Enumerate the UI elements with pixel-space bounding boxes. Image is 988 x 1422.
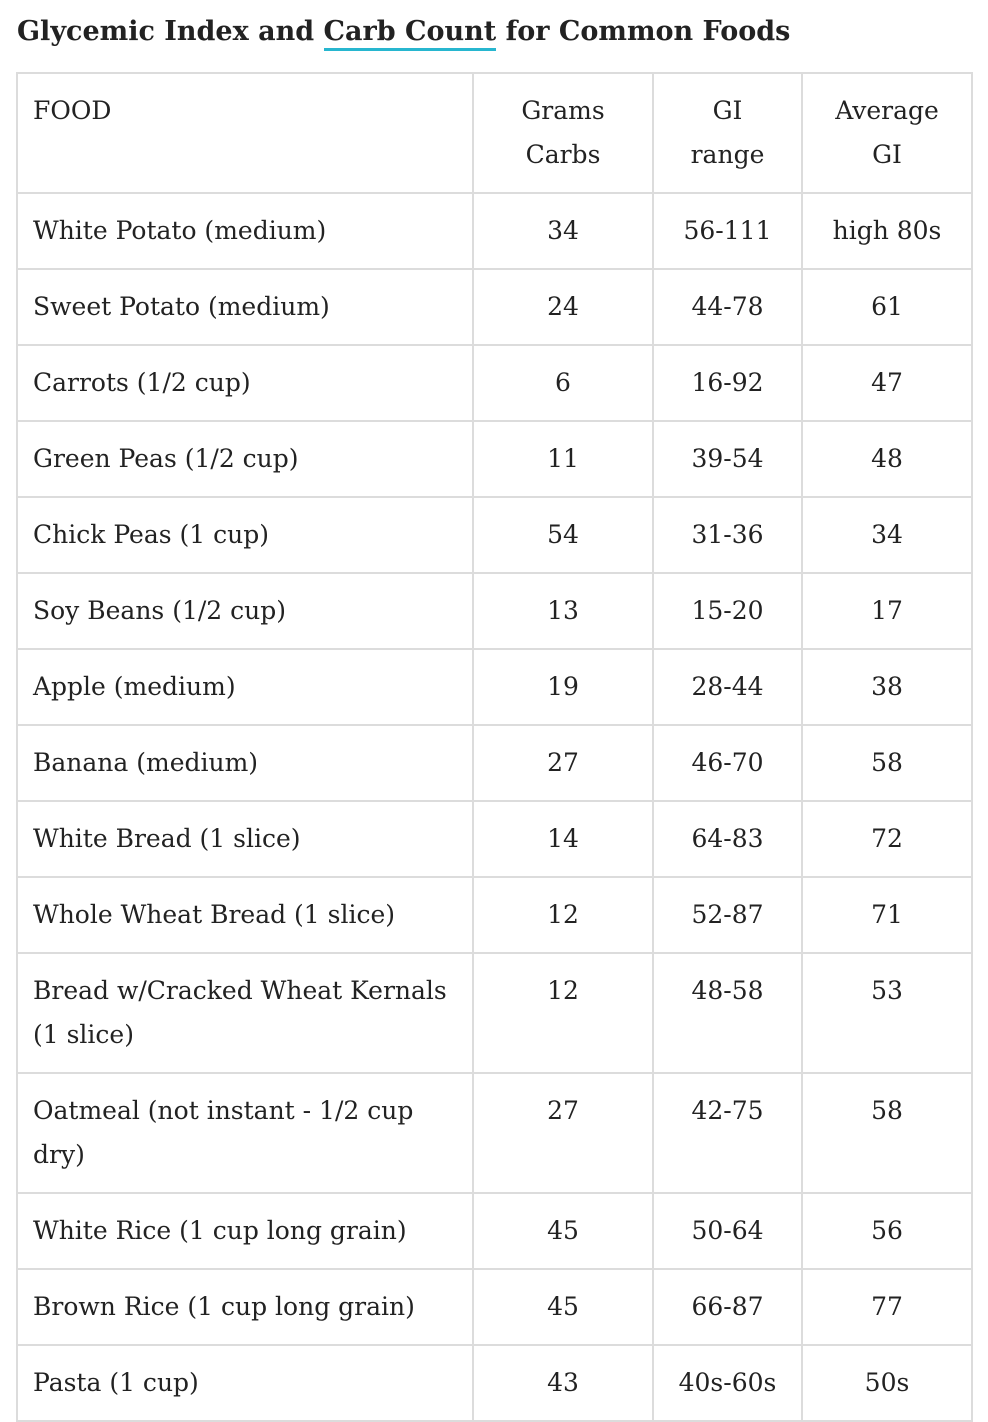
table-row [17, 193, 972, 269]
average-gi-cell: 72 [802, 801, 972, 877]
carbs-cell: 6 [473, 345, 653, 421]
average-gi-cell: 58 [802, 1073, 972, 1193]
carbs-cell: 43 [473, 1345, 653, 1421]
table-row [17, 953, 972, 1073]
average-gi-cell: 34 [802, 497, 972, 573]
food-cell: Pasta (1 cup) [17, 1345, 473, 1421]
average-gi-cell: 48 [802, 421, 972, 497]
table-row [17, 1073, 972, 1193]
table-row [17, 877, 972, 953]
food-cell: White Rice (1 cup long grain) [17, 1193, 473, 1269]
header-food [17, 73, 473, 193]
food-cell: Apple (medium) [17, 649, 473, 725]
food-cell: White Potato (medium) [17, 193, 473, 269]
gi-range-cell: 42-75 [653, 1073, 802, 1193]
header-row [17, 73, 972, 193]
header-average-gi [802, 73, 972, 193]
average-gi-cell: 50s [802, 1345, 972, 1421]
gi-range-cell: 15-20 [653, 573, 802, 649]
gi-range-cell: 66-87 [653, 1269, 802, 1345]
header-avg-gi-label: GI [872, 140, 902, 169]
table-row [17, 725, 972, 801]
title-text-before: Glycemic Index and [17, 16, 324, 47]
header-gi-label: GI [712, 96, 743, 125]
header-grams-carbs [473, 73, 653, 193]
carbs-cell: 45 [473, 1193, 653, 1269]
average-gi-cell: 38 [802, 649, 972, 725]
food-cell: White Bread (1 slice) [17, 801, 473, 877]
table-row [17, 801, 972, 877]
gi-range-cell: 39-54 [653, 421, 802, 497]
food-cell: Banana (medium) [17, 725, 473, 801]
average-gi-cell: 77 [802, 1269, 972, 1345]
food-cell: Green Peas (1/2 cup) [17, 421, 473, 497]
carbs-cell: 34 [473, 193, 653, 269]
carbs-cell: 11 [473, 421, 653, 497]
gi-range-cell: 50-64 [653, 1193, 802, 1269]
gi-range-cell: 52-87 [653, 877, 802, 953]
table-row [17, 1345, 972, 1421]
average-gi-cell: 53 [802, 953, 972, 1073]
average-gi-cell: 58 [802, 725, 972, 801]
header-food-label: FOOD [33, 96, 112, 125]
food-cell: Chick Peas (1 cup) [17, 497, 473, 573]
carbs-cell: 27 [473, 1073, 653, 1193]
table-row [17, 497, 972, 573]
average-gi-cell: 71 [802, 877, 972, 953]
carbs-cell: 45 [473, 1269, 653, 1345]
food-cell: Carrots (1/2 cup) [17, 345, 473, 421]
gi-range-cell: 56-111 [653, 193, 802, 269]
carbs-cell: 12 [473, 877, 653, 953]
page-title [17, 12, 790, 52]
gi-range-cell: 31-36 [653, 497, 802, 573]
gi-range-cell: 44-78 [653, 269, 802, 345]
carbs-cell: 14 [473, 801, 653, 877]
carbs-cell: 19 [473, 649, 653, 725]
food-cell: Oatmeal (not instant - 1/2 cup dry) [17, 1073, 473, 1193]
food-cell: Whole Wheat Bread (1 slice) [17, 877, 473, 953]
carb-count-link[interactable]: Carb Count [324, 16, 497, 51]
food-cell: Soy Beans (1/2 cup) [17, 573, 473, 649]
header-carbs-label: Carbs [525, 140, 601, 169]
header-range-label: range [690, 140, 765, 169]
gi-range-cell: 40s-60s [653, 1345, 802, 1421]
table-row [17, 345, 972, 421]
table-body [17, 193, 972, 1421]
average-gi-cell: 56 [802, 1193, 972, 1269]
carbs-cell: 13 [473, 573, 653, 649]
gi-range-cell: 46-70 [653, 725, 802, 801]
carbs-cell: 12 [473, 953, 653, 1073]
header-average-label: Average [835, 96, 939, 125]
gi-range-cell: 64-83 [653, 801, 802, 877]
carbs-cell: 24 [473, 269, 653, 345]
average-gi-cell: 61 [802, 269, 972, 345]
food-cell: Sweet Potato (medium) [17, 269, 473, 345]
carbs-cell: 27 [473, 725, 653, 801]
average-gi-cell: 17 [802, 573, 972, 649]
header-gi-range [653, 73, 802, 193]
table-row [17, 269, 972, 345]
header-grams-label: Grams [521, 96, 605, 125]
food-cell: Bread w/Cracked Wheat Kernals (1 slice) [17, 953, 473, 1073]
glycemic-index-table [16, 72, 973, 1422]
gi-range-cell: 48-58 [653, 953, 802, 1073]
food-cell: Brown Rice (1 cup long grain) [17, 1269, 473, 1345]
table-row [17, 1193, 972, 1269]
table-row [17, 1269, 972, 1345]
table-row [17, 421, 972, 497]
average-gi-cell: high 80s [802, 193, 972, 269]
gi-range-cell: 28-44 [653, 649, 802, 725]
title-text-after: for Common Foods [496, 16, 791, 47]
table-header [17, 73, 972, 193]
carbs-cell: 54 [473, 497, 653, 573]
table-row [17, 573, 972, 649]
table-row [17, 649, 972, 725]
average-gi-cell: 47 [802, 345, 972, 421]
gi-range-cell: 16-92 [653, 345, 802, 421]
